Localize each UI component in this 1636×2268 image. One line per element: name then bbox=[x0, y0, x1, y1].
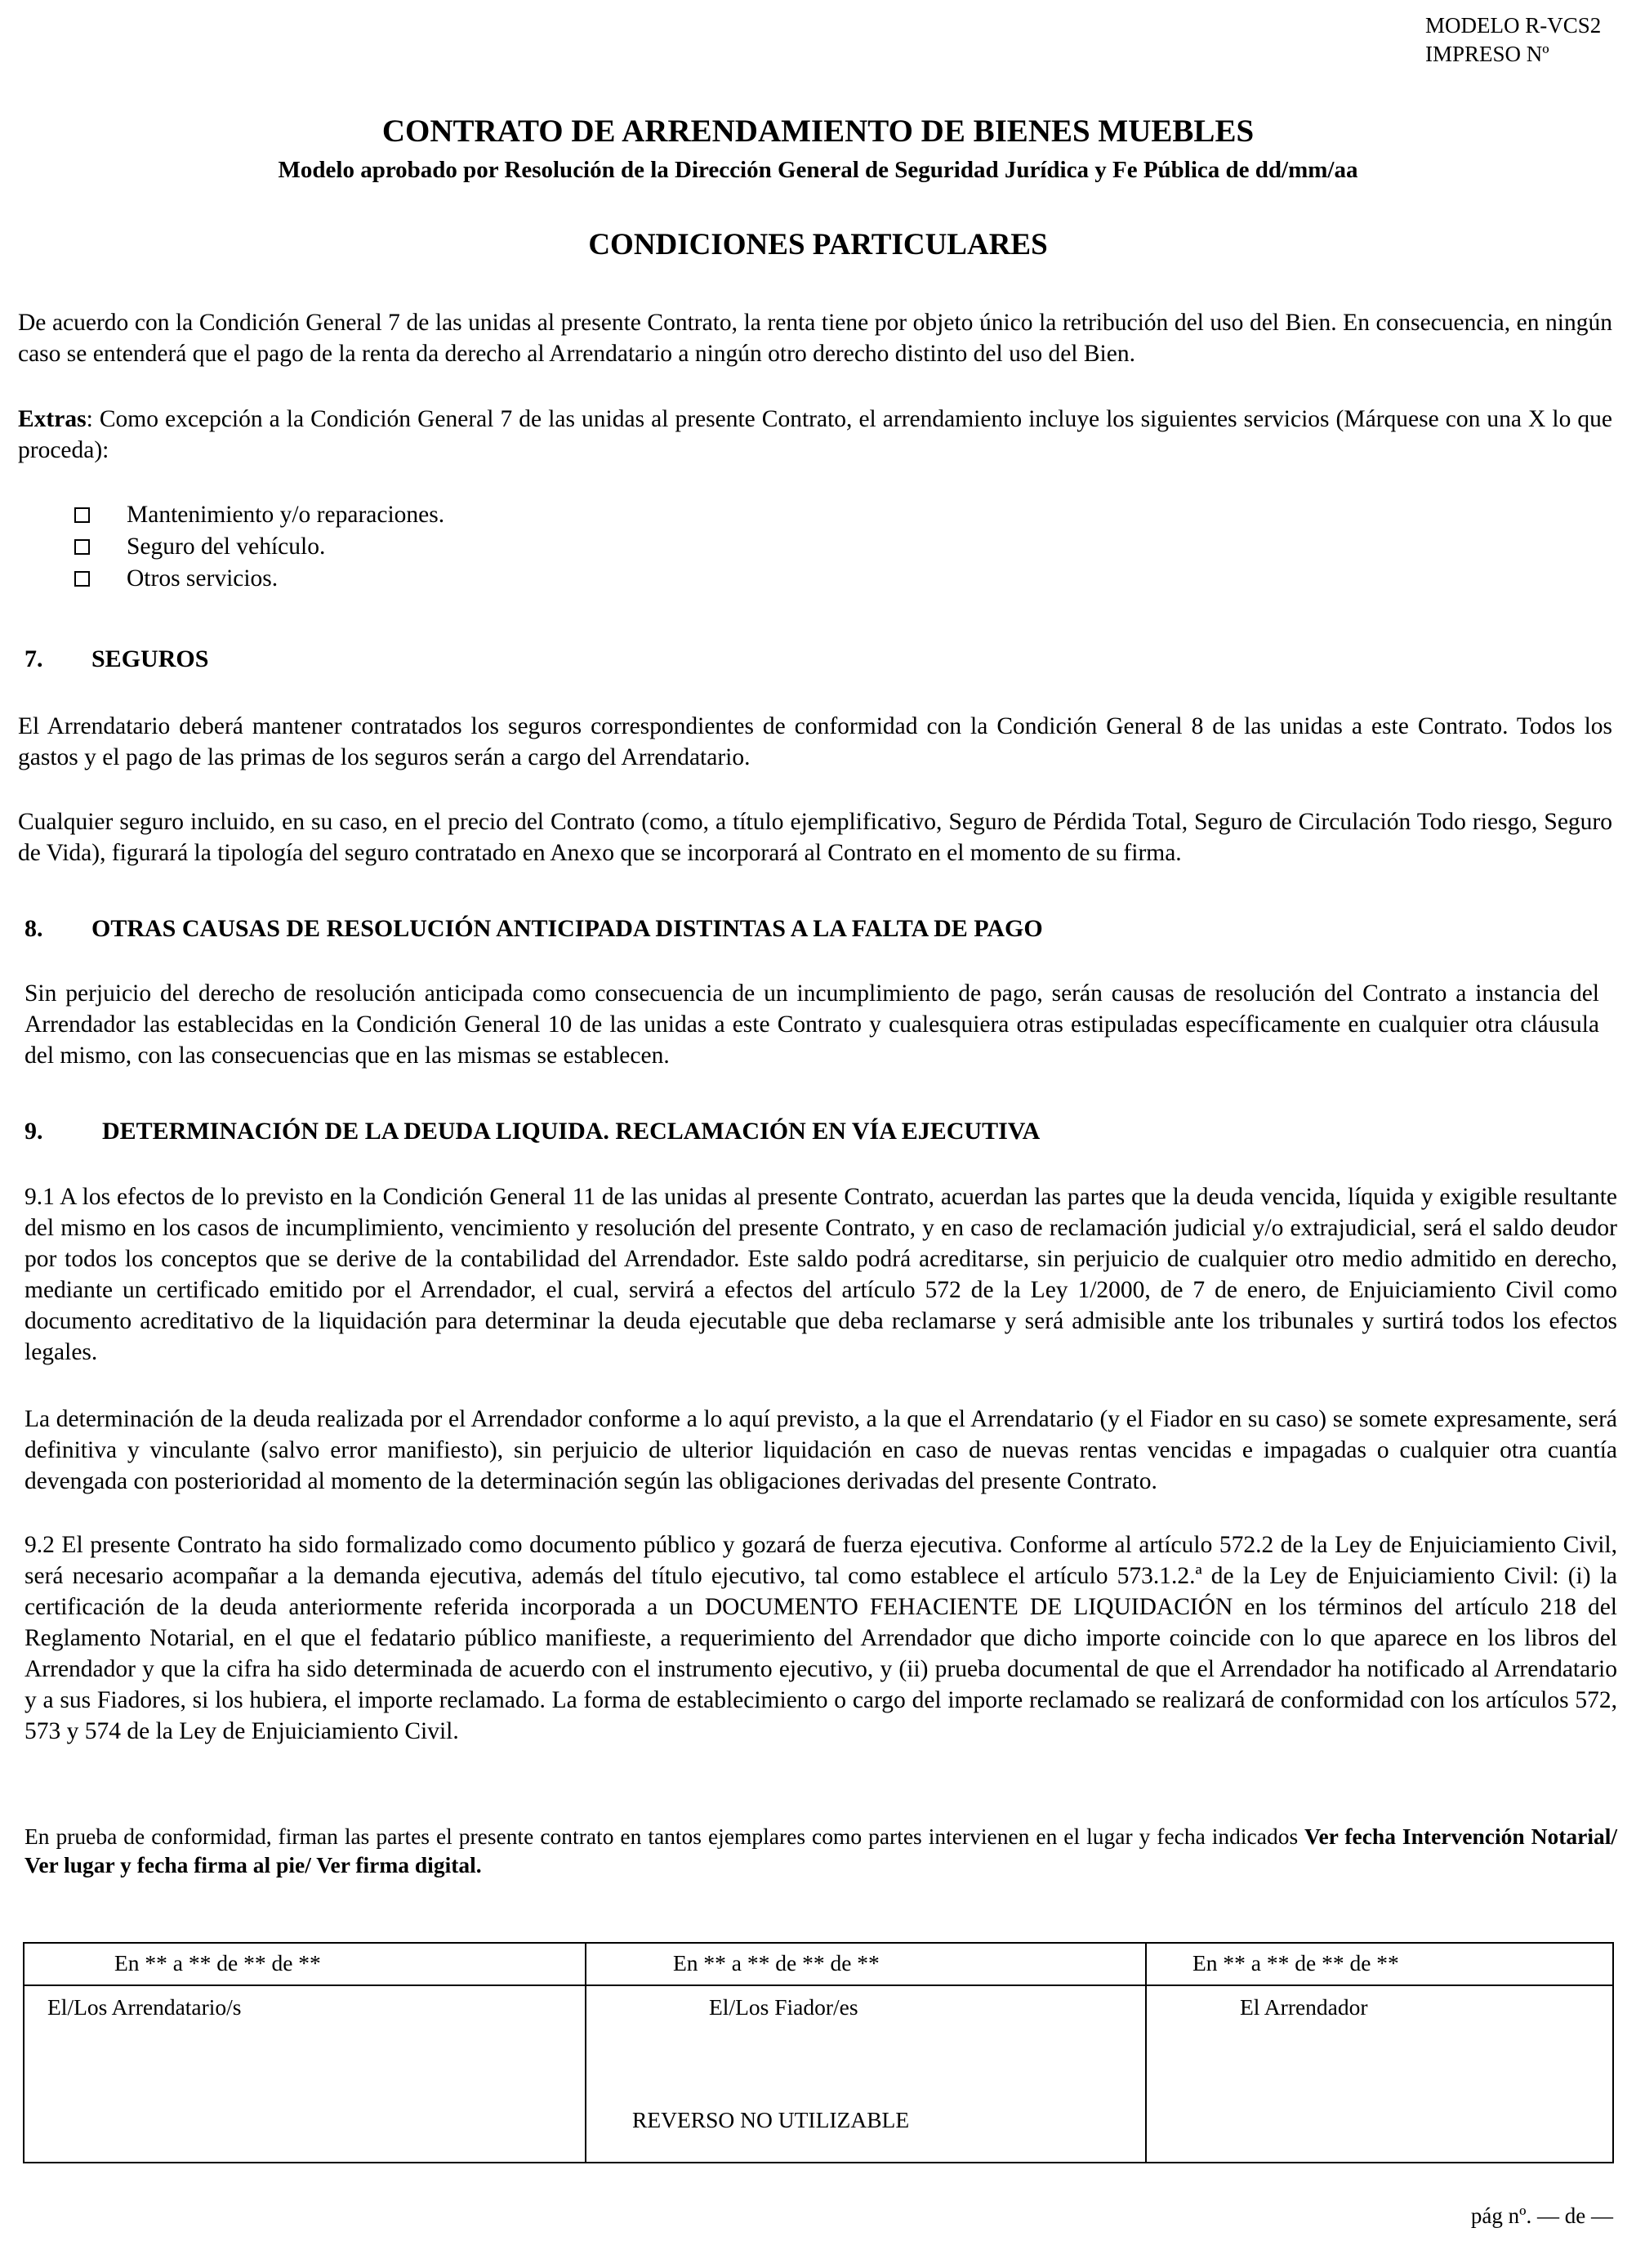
section-heading: DETERMINACIÓN DE LA DEUDA LIQUIDA. RECLAMACIÓN EN VÍA EJECUTIVA bbox=[102, 1118, 1041, 1145]
model-code: MODELO R-VCS2 bbox=[1425, 13, 1602, 38]
section-7-paragraph-2: Cualquier seguro incluido, en su caso, en el precio del Contrato (como, a título ejemplificativo, Seguro de Pérdida Total, Seguro de Circulación Todo riesgo, Seguro de Vida), figurará la tipología del seguro contratado en Anexo que se incorporará al Contrato en el momento de su firma. bbox=[18, 809, 1612, 866]
extras-label: Extras bbox=[18, 406, 87, 432]
document-title: CONTRATO DE ARRENDAMIENTO DE BIENES MUEBLES bbox=[381, 114, 1255, 149]
section-9-paragraph-2: La determinación de la deuda realizada por el Arrendador conforme a lo aquí previsto, a la que el Arrendatario (y el Fiador en su caso) se somete expresamente, será definitiva y vinculante (salvo error manifiesto), sin perjuicio de ulterior liquidación en caso de nuevas rentas vencidas e impagadas o cualquier otra cuantía devengada con posterioridad al momento de la determinación según las obligaciones derivadas del presente Contrato. bbox=[25, 1406, 1617, 1494]
column-divider bbox=[585, 1944, 586, 2162]
column-divider bbox=[1145, 1944, 1147, 2162]
heading-section-8 bbox=[25, 915, 1043, 943]
section-number: 8. bbox=[25, 915, 43, 942]
section-9-2-paragraph: 9.2 El presente Contrato ha sido formalizado como documento público y gozará de fuerza ejecutiva. Conforme al artículo 572.2 de la Ley de Enjuiciamiento Civil, será necesario acompañar a la demanda ejecutiva, además del título ejecutivo, tal como establece el artículo 573.1.2.ª de la Ley de Enjuiciamiento Civil: (i) la certificación de la deuda anteriormente referida incorporada a un DOCUMENTO FEHACIENTE DE LIQUIDACIÓN en los términos del artículo 218 del Reglamento Notarial, en el que el fedatario público manifieste, a requerimiento del Arrendador que dicho importe coincide con lo que aparece en los libros del Arrendador y que la cifra ha sido determinada de acuerdo con el instrumento ejecutivo, y (ii) prueba documental de que el Arrendador ha notificado al Arrendatario y a sus Fiadores, si los hubiera, el importe reclamado. La forma de establecimiento o cargo del importe reclamado se realizará de conformidad con los artículos 572, 573 y 574 de la Ley de Enjuiciamiento Civil. bbox=[25, 1532, 1617, 1744]
section-number: 9. bbox=[25, 1118, 43, 1145]
date-line-guarantor: En ** a ** de ** de ** bbox=[673, 1950, 880, 1976]
section-9-1-paragraph: 9.1 A los efectos de lo previsto en la Condición General 11 de las unidas al presente Contrato, acuerdan las partes que la deuda vencida, líquida y exigible resultante del mismo en los casos de incumplimiento, vencimiento y resolución del presente Contrato, y en caso de reclamación judicial y/o extrajudicial, será el saldo deudor por todos los conceptos que se derive de la contabilidad del Arrendador. Este saldo podrá acreditarse, sin perjuicio de cualquier otro medio admitido en derecho, mediante un certificado emitido por el Arrendador, el cual, servirá a efectos del artículo 572 de la Ley 1/2000, de 7 de enero, de Enjuiciamiento Civil como documento acreditativo de la liquidación para determinar la deuda ejecutable que deba reclamarse y será admisible ante los tribunales y surtirá todos los efectos legales. bbox=[25, 1184, 1617, 1365]
extras-text: : Como excepción a la Condición General 7 de las unidas al presente Contrato, el arrendamiento incluye los siguientes servicios (Márquese con una X lo que proceda): bbox=[18, 406, 1612, 463]
checkbox-vehicle-insurance[interactable] bbox=[74, 539, 90, 555]
section-8-paragraph: Sin perjuicio del derecho de resolución anticipada como consecuencia de un incumplimiento de pago, serán causas de resolución del Contrato a instancia del Arrendador las establecidas en la Condición General 10 de las unidas a este Contrato y cualesquiera otras estipuladas específicamente en cualquier otra cláusula del mismo, con las consecuencias que en las mismas se establecen. bbox=[25, 980, 1599, 1069]
extras-checklist bbox=[0, 499, 653, 597]
intro-paragraph: De acuerdo con la Condición General 7 de las unidas al presente Contrato, la renta tiene por objeto único la retribución del uso del Bien. En consecuencia, en ningún caso se entenderá que el pago de la renta da derecho al Arrendatario a ningún otro derecho distinto del uso del Bien. bbox=[18, 310, 1612, 367]
checkbox-maintenance[interactable] bbox=[74, 507, 90, 523]
date-line-lessor: En ** a ** de ** de ** bbox=[1192, 1950, 1399, 1976]
row-divider bbox=[25, 1984, 1612, 1986]
reverse-note: REVERSO NO UTILIZABLE bbox=[632, 2107, 910, 2132]
section-number: 7. bbox=[25, 645, 43, 672]
signature-table bbox=[23, 1942, 1614, 2163]
document-subtitle: Modelo aprobado por Resolución de la Dirección General de Seguridad Jurídica y Fe Pública de dd/mm/aa bbox=[278, 157, 1358, 183]
section-7-paragraph-1: El Arrendatario deberá mantener contratados los seguros correspondientes de conformidad con la Condición General 8 de las unidas a este Contrato. Todos los gastos y el pago de las primas de los seguros serán a cargo del Arrendatario. bbox=[18, 713, 1612, 770]
closing-paragraph bbox=[25, 1822, 1617, 1879]
signature-label-lessor: El Arrendador bbox=[1240, 1994, 1368, 2020]
section-heading: SEGUROS bbox=[91, 645, 209, 672]
section-title: CONDICIONES PARTICULARES bbox=[588, 228, 1048, 261]
signature-label-lessee: El/Los Arrendatario/s bbox=[47, 1994, 242, 2020]
checkbox-label: Mantenimiento y/o reparaciones. bbox=[127, 502, 445, 528]
section-heading: OTRAS CAUSAS DE RESOLUCIÓN ANTICIPADA DISTINTAS A LA FALTA DE PAGO bbox=[91, 915, 1043, 942]
closing-text: En prueba de conformidad, firman las partes el presente contrato en tantos ejemplares como partes intervienen en el lugar y fecha indicados bbox=[25, 1824, 1305, 1849]
print-number: IMPRESO Nº bbox=[1425, 42, 1549, 66]
page-number: pág nº. — de — bbox=[1470, 2203, 1613, 2228]
extras-paragraph bbox=[18, 404, 1612, 466]
document-header bbox=[1425, 11, 1601, 69]
checkbox-other-services[interactable] bbox=[74, 571, 90, 587]
date-line-lessee: En ** a ** de ** de ** bbox=[114, 1950, 321, 1976]
closing-bold-text: Ver fecha Intervención Notarial/ Ver lugar y fecha firma al pie/ Ver firma digital. bbox=[25, 1824, 1617, 1877]
checkbox-label: Seguro del vehículo. bbox=[127, 534, 326, 560]
checkbox-label: Otros servicios. bbox=[127, 565, 279, 592]
heading-section-7 bbox=[25, 645, 208, 673]
signature-label-guarantor: El/Los Fiador/es bbox=[709, 1994, 858, 2020]
heading-section-9 bbox=[25, 1118, 1040, 1145]
